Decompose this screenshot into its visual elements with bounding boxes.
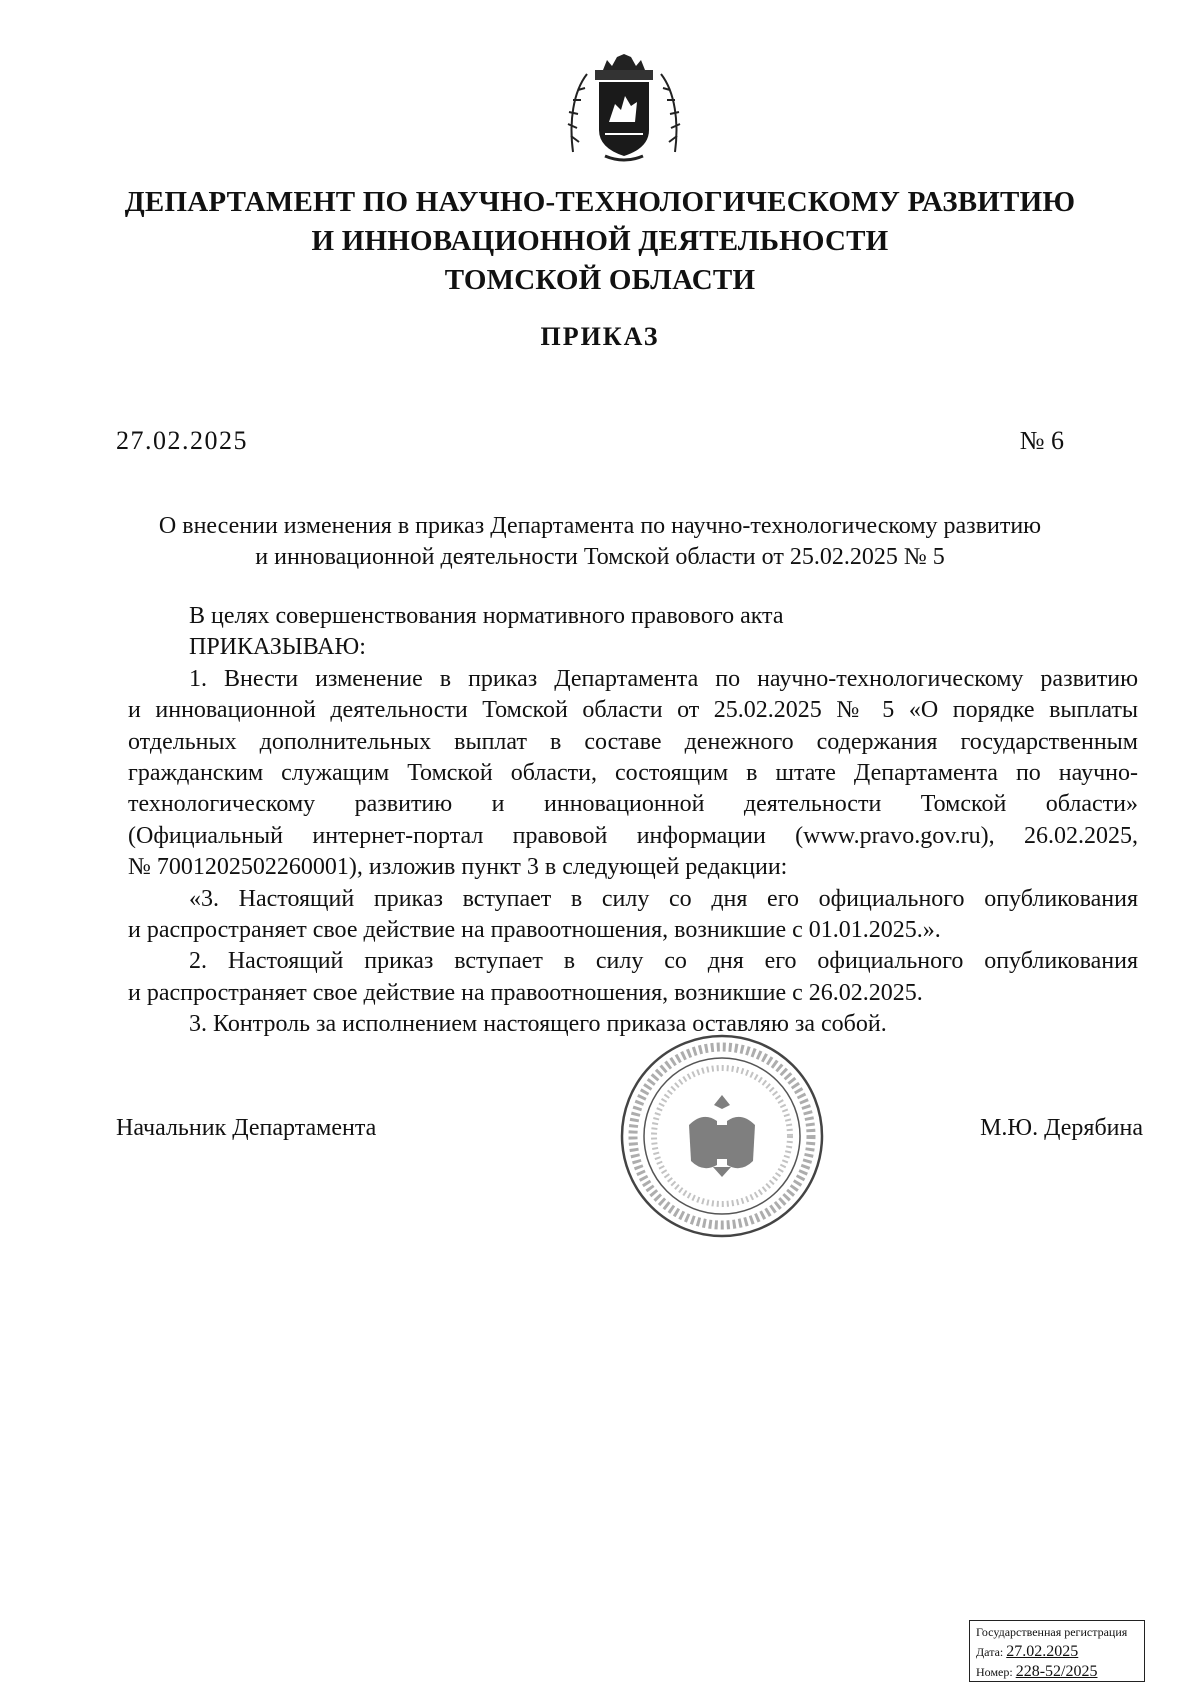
registration-number-value: 228-52/2025 [1015, 1663, 1098, 1680]
registration-number-label: Номер: [976, 1665, 1013, 1679]
signatory-name: М.Ю. Дерябина [980, 1115, 1143, 1141]
signatory-role: Начальник Департамента [116, 1115, 377, 1141]
registration-date-label: Дата: [976, 1645, 1004, 1659]
official-seal-icon [619, 1033, 825, 1239]
department-name-line-1: ДЕПАРТАМЕНТ ПО НАУЧНО-ТЕХНОЛОГИЧЕСКОМУ РАЗВИТИЮ [124, 186, 1076, 218]
item-1-line: 1. Внести изменение в приказ Департамента по научно-технологическому развитию [189, 665, 1138, 692]
quote-last-line: и распространяет свое действие на правоотношения, возникшие с 01.01.2025.». [128, 917, 941, 944]
order-body [128, 601, 1138, 1041]
registration-date-value: 27.02.2025 [1006, 1643, 1079, 1660]
item-1-line: технологическому развитию и инновационной деятельности Томской области» [128, 791, 1138, 818]
quote-line: «3. Настоящий приказ вступает в силу со дня его официального опубликования [189, 885, 1138, 912]
item-1-line: и инновационной деятельности Томской области от 25.02.2025 № 5 «О порядке выплаты [128, 697, 1138, 724]
order-date: 27.02.2025 [116, 426, 248, 455]
subject-line-2: и инновационной деятельности Томской области от 25.02.2025 № 5 [255, 544, 945, 570]
item-1-last-line: № 7001202502260001), изложив пункт 3 в следующей редакции: [128, 854, 788, 881]
item-3: 3. Контроль за исполнением настоящего приказа оставляю за собой. [189, 1011, 887, 1038]
order-word: ПРИКАЗЫВАЮ: [189, 634, 366, 661]
registration-stamp [969, 1620, 1145, 1682]
item-2-last-line: и распространяет свое действие на правоотношения, возникшие с 26.02.2025. [128, 979, 923, 1006]
preamble: В целях совершенствования нормативного правового акта [189, 603, 784, 629]
department-name-line-2: И ИННОВАЦИОННОЙ ДЕЯТЕЛЬНОСТИ [311, 225, 889, 257]
registration-caption: Государственная регистрация [976, 1625, 1128, 1639]
item-1-line: гражданским служащим Томской области, состоящим в штате Департамента по научно- [128, 760, 1138, 787]
registration-date-row [976, 1642, 1138, 1662]
document-type-title: ПРИКАЗ [540, 322, 660, 351]
item-2-line: 2. Настоящий приказ вступает в силу со дня его официального опубликования [189, 948, 1138, 975]
order-number: № 6 [1019, 426, 1064, 455]
department-name-line-3: ТОМСКОЙ ОБЛАСТИ [444, 264, 756, 296]
coat-of-arms-icon [565, 52, 683, 164]
registration-number-row [976, 1662, 1138, 1682]
item-1-line: (Официальный интернет-портал правовой информации (www.pravo.gov.ru), 26.02.2025, [128, 822, 1138, 849]
subject-line-1: О внесении изменения в приказ Департамента по научно-технологическому развитию [158, 513, 1042, 539]
item-1-line: отдельных дополнительных выплат в составе денежного содержания государственным [128, 728, 1138, 755]
